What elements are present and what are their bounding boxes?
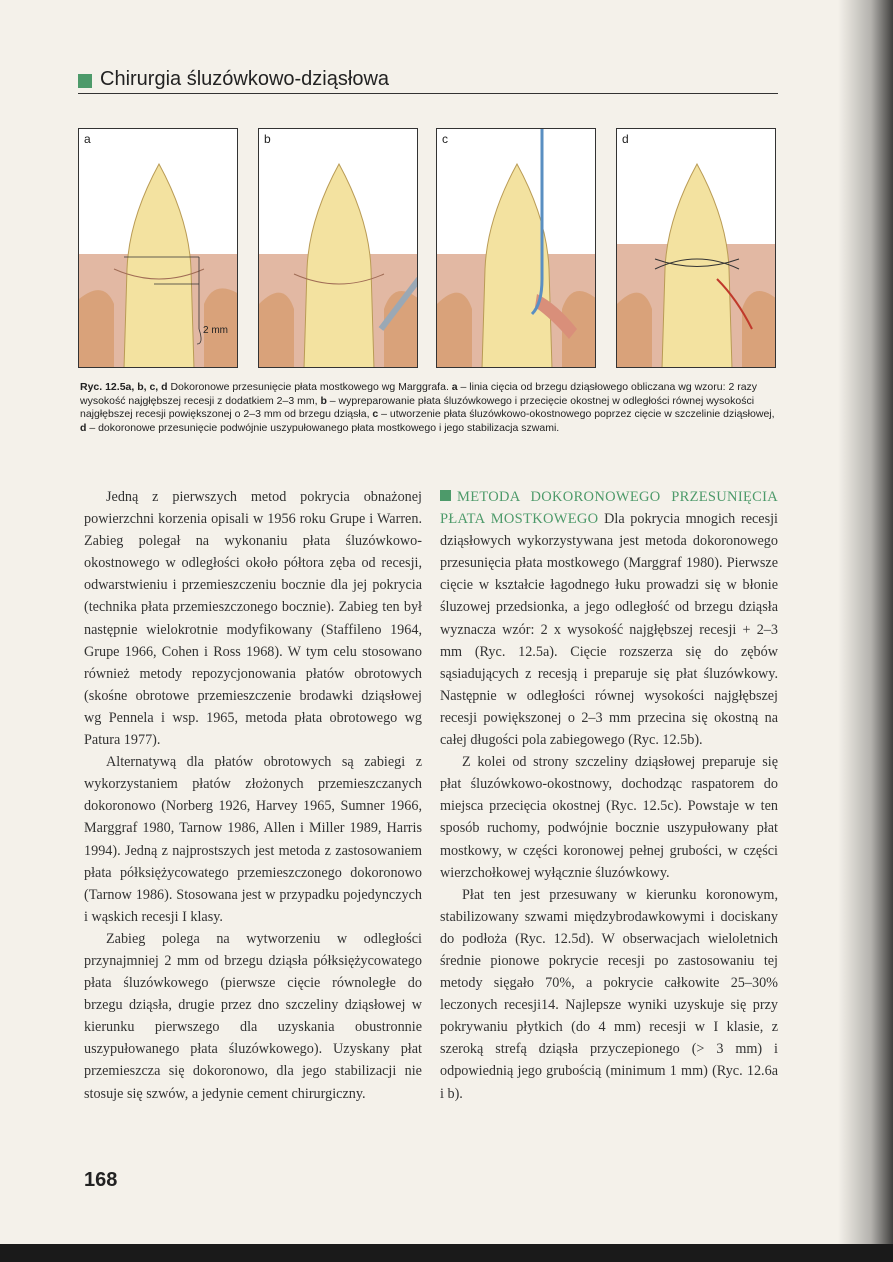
tooth-diagram-d-icon bbox=[617, 129, 776, 368]
figure-caption bbox=[80, 381, 780, 435]
figure-panel-b bbox=[258, 128, 418, 368]
panel-label-c: c bbox=[442, 132, 448, 146]
caption-text-intro: Dokoronowe przesunięcie płata mostkowego wg Marggrafa. bbox=[167, 381, 452, 393]
figure-panel-a bbox=[78, 128, 238, 368]
section-first-text: Dla pokrycia mnogich recesji dziąsłowych wykorzystywana jest metoda dokoronowego przesunięcia płata mostkowego (Marggraf 1980). Pierwsze cięcie w kształcie łagodnego łuku prowadzi się w błonie śluzowej przedsionka, a jego odległość od brzegu dziąsła wyznacza wzór: 2 x wysokość najgłębszej recesji + 2–3 mm (Ryc. 12.5a). Cięcie rozszerza się do zębów sąsiadujących z recesją i preparuje się płat śluzówkowy. Następnie w odległości równej wysokości najgłębszej recesji powiększonej o 2–3 mm przecina się okostną na całej długości pola zabiegowego (Ryc. 12.5b). bbox=[440, 511, 778, 749]
body-paragraph: Zabieg polega na wytworzeniu w odległości przynajmniej 2 mm od brzegu dziąsła półksiężycowatego płata śluzówkowego (pierwsze cięcie równoległe do brzegu dziąsła, drugie przez dno szczeliny dziąsłowej w kierunku pierwszego dla uzyskania obustronnie uszypułowanego płata śluzówkowego). Uzyskany płat przemieszcza się dokoronowo, dla jego stabilizacji nie stosuje się szwów, a jedynie cement chirurgiczny. bbox=[84, 930, 422, 1102]
right-column bbox=[440, 486, 778, 1105]
caption-text-c: – utworzenie płata śluzówkowo-okostnowego poprzez cięcie w szczelinie dziąsłowej, bbox=[378, 408, 775, 420]
figure-panel-d bbox=[616, 128, 776, 368]
tooth-diagram-c-icon bbox=[437, 129, 596, 368]
section-marker-icon bbox=[78, 74, 92, 88]
panel-label-b: b bbox=[264, 132, 271, 146]
panel-label-a: a bbox=[84, 132, 91, 146]
page-number: 168 bbox=[84, 1169, 118, 1191]
section-marker-icon bbox=[440, 490, 451, 501]
figure-12-5 bbox=[78, 128, 782, 368]
figure-panel-c bbox=[436, 128, 596, 368]
left-column bbox=[84, 486, 422, 1105]
caption-prefix: Ryc. 12.5a, b, c, d bbox=[80, 381, 168, 393]
caption-label-d: d bbox=[80, 421, 87, 434]
caption-text-a: – linia cięcia od brzegu dziąsłowego obliczana wg wzoru: 2 razy wysokość najgłębszej recesji z dodatkiem 2–3 mm, bbox=[80, 381, 758, 407]
caption-label-c: c bbox=[372, 408, 379, 420]
section-heading-text: METODA DOKORONOWEGO PRZESUNIĘCIA PŁATA MOSTKOWEGO bbox=[440, 489, 778, 528]
tooth-diagram-b-icon bbox=[259, 129, 418, 368]
body-paragraph: Płat ten jest przesuwany w kierunku koronowym, stabilizowany szwami międzybrodawkowymi i dociskany do podłoża (Ryc. 12.5d). W obserwacjach wieloletnich średnie pionowe pokrycie recesji po zastosowaniu tej metody sięgało 70%, a pokrycie całkowite 25–30% leczonych recesji14. Najlepsze wyniki uzyskuje się przy pokrywaniu płytkich (do 4 mm) recesji w I klasie, z szeroką strefą dziąsła przyczepionego (> 3 mm) i odpowiednią jego grubością (minimum 1 mm) (Ryc. 12.6a i b). bbox=[440, 886, 778, 1102]
measurement-label: 2 mm bbox=[203, 325, 228, 336]
panel-label-d: d bbox=[622, 132, 629, 146]
caption-label-b: b bbox=[320, 394, 327, 407]
body-paragraph: Alternatywą dla płatów obrotowych są zabiegi z wykorzystaniem płatów złożonych przemieszczanych dokoronowo (Norberg 1926, Harvey 1965, Sumner 1966, Marggraf 1980, Tarnow 1986, Allen i Miller 1989, Harris 1994). Jedną z najprostszych jest metoda z zastosowaniem płata półksiężycowatego przemieszczonego dokoronowo (Tarnow 1986). Stosowana jest w przypadku pojedynczych i wąskich recesji I klasy. bbox=[84, 754, 422, 925]
body-paragraph: Z kolei od strony szczeliny dziąsłowej preparuje się płat śluzówkowo-okostnowy, dochodząc raspatorem do miejsca przecięcia okostnej (Ryc. 12.5c). Powstaje w ten sposób ruchomy, podwójnie bocznie uszypułowany płat mostkowy, w części koronowej pełnej grubości, w części wierzchołkowej wyłącznie śluzówkowy. bbox=[440, 754, 778, 881]
scan-border bbox=[0, 1244, 893, 1262]
header-title: Chirurgia śluzówkowo-dziąsłowa bbox=[100, 68, 390, 90]
header-rule bbox=[78, 93, 778, 94]
caption-text-b: – wypreparowanie płata śluzówkowego i przecięcie okostnej w odległości równej wysokości najgłębszej recesji powiększonej o 2–3 mm od brzegu dziąsła, bbox=[80, 394, 755, 420]
section-intro-paragraph bbox=[440, 486, 778, 751]
running-header bbox=[78, 68, 778, 94]
page-edge-shadow bbox=[838, 0, 893, 1262]
caption-text-d: – dokoronowe przesunięcie podwójnie uszypułowanego płata mostkowego i jego stabilizacja szwami. bbox=[86, 421, 560, 434]
caption-label-a: a bbox=[451, 381, 458, 393]
body-paragraph: Jedną z pierwszych metod pokrycia obnażonej powierzchni korzenia opisali w 1956 roku Grupe i Warren. Zabieg polegał na wykonaniu płata śluzówkowo-okostnowego w odległości około półtora zęba od recesji, odwarstwieniu i przemieszczeniu bocznie dla jej pokrycia (technika płata przemieszczonego bocznie). Zabieg ten był następnie wielokrotnie modyfikowany (Staffileno 1964, Grupe 1966, Cohen i Ross 1968). W tym celu stosowano również metody repozycjonowania płatów obrotowych (skośne obrotowe przemieszczenie brodawki dziąsłowej wg Pennela i wsp. 1965, metoda płata obrotowego wg Patura 1977). bbox=[84, 489, 422, 749]
